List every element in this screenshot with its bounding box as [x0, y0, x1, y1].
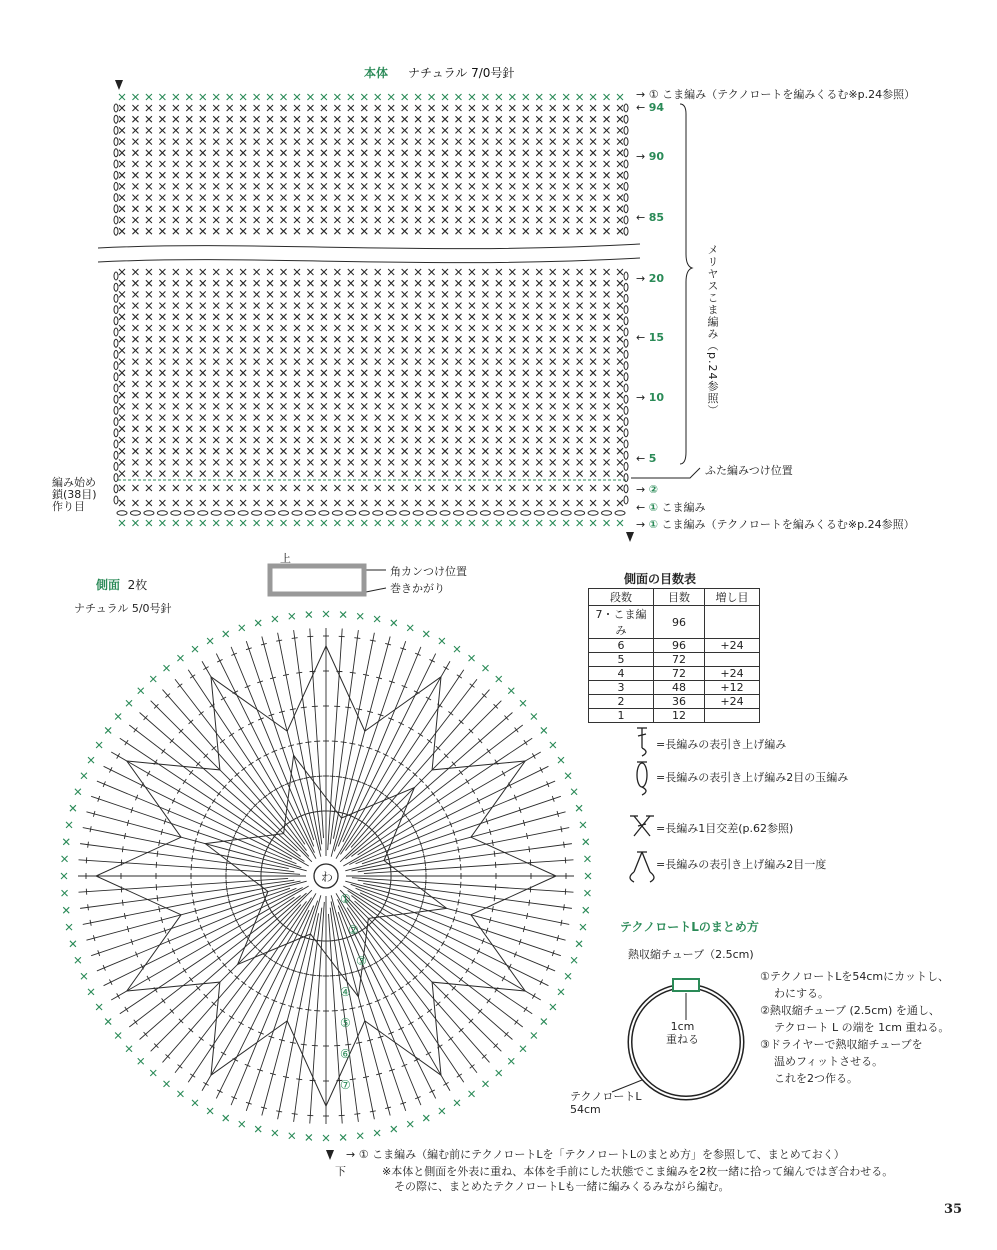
top-row-note-text: こま編み（テクノロートを編みくるむ※p.24参照） [662, 88, 916, 101]
stitch-row [119, 471, 623, 477]
legend-label: =長編み1目交差(p.62参照) [656, 822, 794, 835]
break-line-top [98, 244, 640, 249]
main-body-yarn: ナチュラル 7/0号針 [408, 66, 515, 80]
start-note-line3: 作り目 [52, 500, 85, 513]
wire-label-line1: テクノロートL [570, 1090, 642, 1103]
start-note [52, 477, 97, 513]
cell-round: 3 [589, 681, 654, 695]
stitch-row [119, 105, 623, 111]
count-table-row [589, 681, 760, 695]
bottom-label: 下 [335, 1165, 346, 1178]
bottom-note-text: ① こま編み（編む前にテクノロートLを「テクノロートLのまとめ方」を参照して、まとめておく） [358, 1148, 845, 1161]
wire-label [570, 1090, 641, 1116]
stitch-row [119, 370, 623, 376]
legend-item-front-post-dc [632, 736, 786, 752]
start-note-line1: 編み始め [52, 476, 96, 489]
stitch-row [119, 325, 623, 331]
count-table-row [589, 667, 760, 681]
stitch-row [119, 437, 623, 443]
cell-stitches: 96 [654, 639, 705, 653]
row-1-note: こま編み [661, 501, 706, 514]
cell-increase [705, 606, 760, 639]
step-line: ②熱収縮チューブ (2.5cm) を通し、 [760, 1004, 940, 1017]
cell-increase [705, 653, 760, 667]
cell-stitches: 96 [654, 606, 705, 639]
footnote2: その際に、まとめたテクノロートLも一緒に編みくるみながら編む。 [394, 1180, 730, 1193]
bottom-note: → ① こま編み（編む前にテクノロートLを「テクノロートLのまとめ方」を参照して、まとめておく） [346, 1148, 845, 1161]
step-line: ①テクノロートLを54cmにカットし、 [760, 970, 949, 983]
round-marker: ⑤ [340, 1016, 351, 1030]
stitch-row [119, 183, 623, 189]
bottom-sc-row [119, 520, 623, 526]
cell-stitches: 72 [654, 653, 705, 667]
round-marker: ③ [356, 954, 367, 968]
foundation-chain [117, 511, 625, 515]
stitch-row [119, 217, 623, 223]
row-94-marker: ← 94 [636, 101, 665, 114]
cell-stitches: 12 [654, 709, 705, 723]
bottom-row-note: → ① こま編み（テクノロートを編みくるむ※p.24参照） [636, 518, 915, 531]
kan-note: 角カンつけ位置 [390, 565, 467, 578]
cell-stitches: 48 [654, 681, 705, 695]
stitch-row [119, 381, 623, 387]
round-marker: ⑦ [340, 1078, 351, 1092]
stitch-row [119, 448, 623, 454]
stitch-row [119, 116, 623, 122]
cell-round: 6 [589, 639, 654, 653]
stitch-row [119, 269, 623, 275]
stitch-row [119, 392, 623, 398]
row-85-marker: ← 85 [636, 211, 665, 224]
cell-round: 2 [589, 695, 654, 709]
cell-round: 5 [589, 653, 654, 667]
top-row-note: → ① こま編み（テクノロートを編みくるむ※p.24参照） [636, 88, 916, 101]
stitch-row [119, 195, 623, 201]
cell-round: 4 [589, 667, 654, 681]
stitch-row [119, 403, 623, 409]
row-15-marker: ← 15 [636, 331, 665, 344]
stitch-row [119, 291, 623, 297]
top-sc-row [119, 94, 623, 100]
cell-increase: +12 [705, 681, 760, 695]
technolot-title: テクノロートLのまとめ方 [620, 920, 759, 934]
top-label: 上 [280, 552, 291, 565]
bottom-row-note-text: こま編み（テクノロートを編みくるむ※p.24参照） [661, 518, 915, 531]
stitch-row [119, 280, 623, 286]
header-rounds: 段数 [589, 589, 654, 606]
cell-stitches: 72 [654, 667, 705, 681]
step-line: ③ドライヤーで熱収縮チューブを [760, 1038, 923, 1051]
stitch-note: メリヤスこま編み（p.24参照） [706, 244, 719, 417]
count-table-header-row [589, 589, 760, 606]
step-line: これを2つ作る。 [774, 1072, 858, 1085]
side-panel-title: 側面 [96, 578, 121, 592]
row-1-marker: ← ① こま編み [636, 501, 706, 514]
stitch-row [119, 150, 623, 156]
side-panel-circle-chart [61, 611, 591, 1141]
cell-increase: +24 [705, 667, 760, 681]
stitch-row [119, 161, 623, 167]
tube-label: 熱収縮チューブ（2.5cm) [628, 948, 754, 961]
row-5-marker: ← 5 [636, 452, 657, 465]
legend-item-bobble [632, 769, 848, 785]
side-panel-count: 2枚 [127, 578, 148, 592]
shrink-tube-icon [673, 979, 699, 991]
stitch-row [119, 303, 623, 309]
count-table-row [589, 639, 760, 653]
start-triangle-icon [115, 80, 123, 90]
count-table-row [589, 606, 760, 639]
side-panel-header [96, 576, 147, 593]
stitch-row [119, 426, 623, 432]
round-marker: ② [348, 923, 359, 937]
step-line: 温めフィットさせる。 [774, 1055, 884, 1068]
row-90-marker: → 90 [636, 150, 665, 163]
stitch-row [119, 415, 623, 421]
cell-round: 7・こま編み [589, 606, 654, 639]
legend-label: =長編みの表引き上げ編み [656, 738, 787, 751]
overlap-label-line1: 1cm [670, 1020, 695, 1033]
stitch-row [119, 228, 623, 234]
main-body-stitch-grid [98, 94, 640, 526]
start-note-line2: 鎖(38目) [52, 488, 97, 501]
stitch-row [119, 314, 623, 320]
cell-increase: +24 [705, 639, 760, 653]
round-marker: ⑥ [340, 1047, 351, 1061]
bottom-triangle-icon [326, 1150, 334, 1160]
page-number: 35 [944, 1202, 963, 1217]
ring-label: わ [321, 870, 334, 884]
row-10-marker: → 10 [636, 391, 665, 404]
kan-ring-icon [270, 566, 364, 594]
row-20-marker: → 20 [636, 272, 665, 285]
side-panel-yarn: ナチュラル 5/0号針 [74, 602, 172, 615]
legend-label: =長編みの表引き上げ編み2目一度 [656, 858, 827, 871]
round-marker: ① [340, 892, 351, 906]
stitch-row [119, 359, 623, 365]
flap-note: ふた編みつけ位置 [705, 464, 793, 477]
stitch-row-1 [119, 500, 623, 506]
wire-label-line2: 54cm [570, 1103, 601, 1116]
row-2-marker: → ② [636, 483, 659, 496]
stitch-row [119, 206, 623, 212]
legend-label: =長編みの表引き上げ編み2目の玉編み [656, 771, 849, 784]
legend-item-cross [632, 820, 793, 836]
step-line: わにする。 [774, 987, 829, 1000]
kan-note2: 巻きかがり [390, 582, 445, 595]
cell-round: 1 [589, 709, 654, 723]
count-table-row [589, 695, 760, 709]
stitch-row-2 [119, 485, 623, 491]
stitch-row [119, 347, 623, 353]
step-line: テクロート L の端を 1cm 重ねる。 [774, 1021, 950, 1034]
cell-stitches: 36 [654, 695, 705, 709]
break-line-bottom [98, 258, 640, 263]
cell-increase [705, 709, 760, 723]
header-stitches: 目数 [654, 589, 705, 606]
round-marker: ④ [340, 985, 351, 999]
stitch-row [119, 172, 623, 178]
footnote1: ※本体と側面を外表に重ね、本体を手前にした状態でこま編みを2枚一緒に拾って編んではぎ合わせる。 [382, 1165, 894, 1178]
overlap-label [666, 1020, 699, 1046]
stitch-row [119, 336, 623, 342]
cell-increase: +24 [705, 695, 760, 709]
end-triangle-icon [626, 532, 634, 542]
stitch-row [119, 139, 623, 145]
stitch-row [119, 459, 623, 465]
stitch-row [119, 127, 623, 133]
count-table-row [589, 653, 760, 667]
count-table-title: 側面の目数表 [624, 572, 697, 586]
header-increase: 増し目 [705, 589, 760, 606]
technolot-steps [760, 968, 949, 1087]
count-table [588, 588, 760, 723]
count-table-row [589, 709, 760, 723]
overlap-label-line2: 重ねる [666, 1033, 699, 1046]
legend-item-2tog [632, 856, 826, 872]
main-body-title: 本体 [364, 66, 389, 80]
